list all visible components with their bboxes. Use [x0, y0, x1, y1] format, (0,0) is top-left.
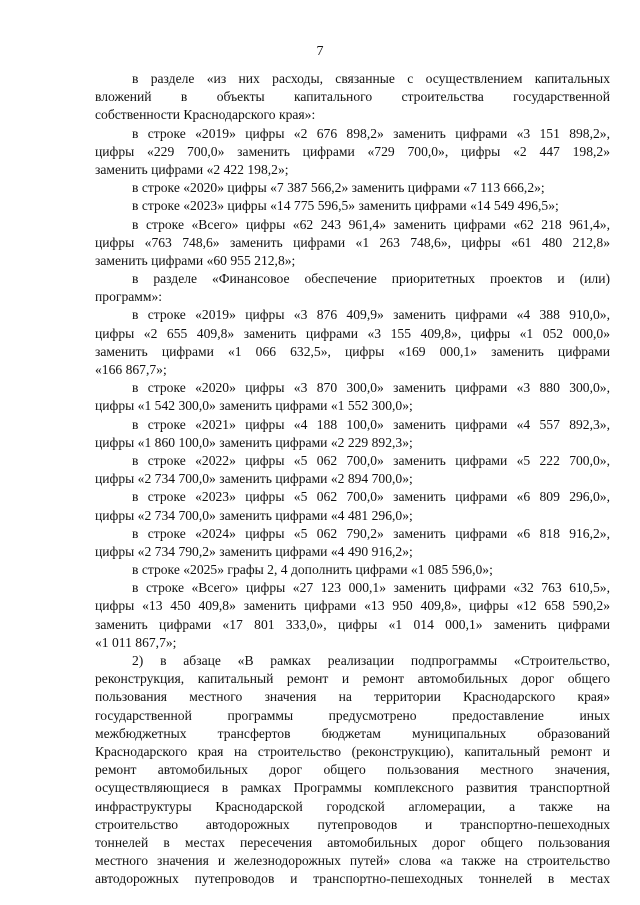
text-line: Краснодарского края на строительство (реконструкцию), капитальный ремонт и	[95, 743, 610, 759]
text-line: пользования местного значения на территории Краснодарского края»	[95, 689, 610, 705]
text-line: в строке «2020» цифры «7 387 566,2» заменить цифрами «7 113 666,2»;	[132, 180, 545, 196]
text-line: в строке «2021» цифры «4 188 100,0» заменить цифрами «4 557 892,3»,	[132, 416, 610, 432]
text-line: цифры «2 655 409,8» заменить цифрами «3 155 409,8», цифры «1 052 000,0»	[95, 325, 610, 341]
text-line: цифры «229 700,0» заменить цифрами «729 700,0», цифры «2 447 198,2»	[95, 143, 610, 159]
document-body	[95, 70, 610, 888]
text-line: в строке «2024» цифры «5 062 790,2» заменить цифрами «6 818 916,2»,	[132, 525, 610, 541]
text-line: в разделе «Финансовое обеспечение приоритетных проектов и (или)	[132, 271, 610, 287]
text-line: заменить цифрами «17 801 333,0», цифры «1 014 000,1» заменить цифрами	[95, 616, 610, 632]
text-line: собственности Краснодарского края»:	[95, 107, 316, 123]
text-line: в строке «2023» цифры «14 775 596,5» заменить цифрами «14 549 496,5»;	[132, 198, 559, 214]
text-line: в строке «Всего» цифры «62 243 961,4» заменить цифрами «62 218 961,4»,	[132, 216, 610, 232]
text-line: осуществляющиеся в рамках Программы комплексного развития транспортной	[95, 780, 610, 796]
text-line: цифры «2 734 790,2» заменить цифрами «4 490 916,2»;	[95, 543, 413, 559]
text-line: в строке «2020» цифры «3 870 300,0» заменить цифрами «3 880 300,0»,	[132, 380, 610, 396]
text-line: цифры «763 748,6» заменить цифрами «1 263 748,6», цифры «61 480 212,8»	[95, 234, 610, 250]
text-line: «1 011 867,7»;	[95, 634, 177, 650]
text-line: межбюджетных трансфертов бюджетам муниципальных образований	[95, 725, 610, 741]
text-line: заменить цифрами «2 422 198,2»;	[95, 161, 289, 177]
text-line: цифры «1 542 300,0» заменить цифрами «1 552 300,0»;	[95, 398, 413, 414]
text-line: цифры «2 734 700,0» заменить цифрами «4 481 296,0»;	[95, 507, 413, 523]
text-line: вложений в объекты капитального строительства государственной	[95, 89, 610, 105]
text-line: заменить цифрами «1 066 632,5», цифры «169 000,1» заменить цифрами	[95, 343, 610, 359]
text-line: в строке «Всего» цифры «27 123 000,1» заменить цифрами «32 763 610,5»,	[132, 580, 610, 596]
text-line: реконструкция, капитальный ремонт и ремонт автомобильных дорог общего	[95, 671, 610, 687]
text-line: 2) в абзаце «В рамках реализации подпрограммы «Строительство,	[132, 653, 610, 668]
text-line: в строке «2019» цифры «3 876 409,9» заменить цифрами «4 388 910,0»,	[132, 307, 610, 323]
text-line: программ»:	[95, 289, 163, 305]
text-line: государственной программы предусмотрено предоставление иных	[95, 707, 610, 723]
text-line: тоннелей в местах пересечения автомобильных дорог общего пользования	[95, 834, 610, 850]
text-line: «166 867,7»;	[95, 362, 167, 377]
text-line: в строке «2023» цифры «5 062 700,0» заменить цифрами «6 809 296,0»,	[132, 489, 610, 505]
text-line: в разделе «из них расходы, связанные с осуществлением капитальных	[132, 71, 610, 86]
text-line: в строке «2019» цифры «2 676 898,2» заменить цифрами «3 151 898,2»,	[132, 125, 610, 141]
text-line: ремонт автомобильных дорог общего пользования местного значения,	[95, 762, 610, 778]
text-line: в строке «2022» цифры «5 062 700,0» заменить цифрами «5 222 700,0»,	[132, 452, 610, 468]
text-line: автодорожных путепроводов и транспортно-пешеходных тоннелей в местах	[95, 871, 610, 887]
text-line: цифры «2 734 700,0» заменить цифрами «2 894 700,0»;	[95, 471, 413, 487]
text-line: инфраструктуры Краснодарской городской агломерации, а также на	[95, 798, 610, 814]
text-line: строительство автодорожных путепроводов и транспортно-пешеходных	[95, 816, 610, 832]
text-line: местного значения и железнодорожных путей» слова «а также на строительство	[95, 853, 610, 869]
page-number: 7	[316, 44, 324, 59]
text-line: заменить цифрами «60 955 212,8»;	[95, 252, 296, 268]
text-line: в строке «2025» графы 2, 4 дополнить цифрами «1 085 596,0»;	[132, 562, 493, 578]
text-line: цифры «13 450 409,8» заменить цифрами «13 950 409,8», цифры «12 658 590,2»	[95, 598, 610, 614]
text-line: цифры «1 860 100,0» заменить цифрами «2 229 892,3»;	[95, 434, 413, 450]
